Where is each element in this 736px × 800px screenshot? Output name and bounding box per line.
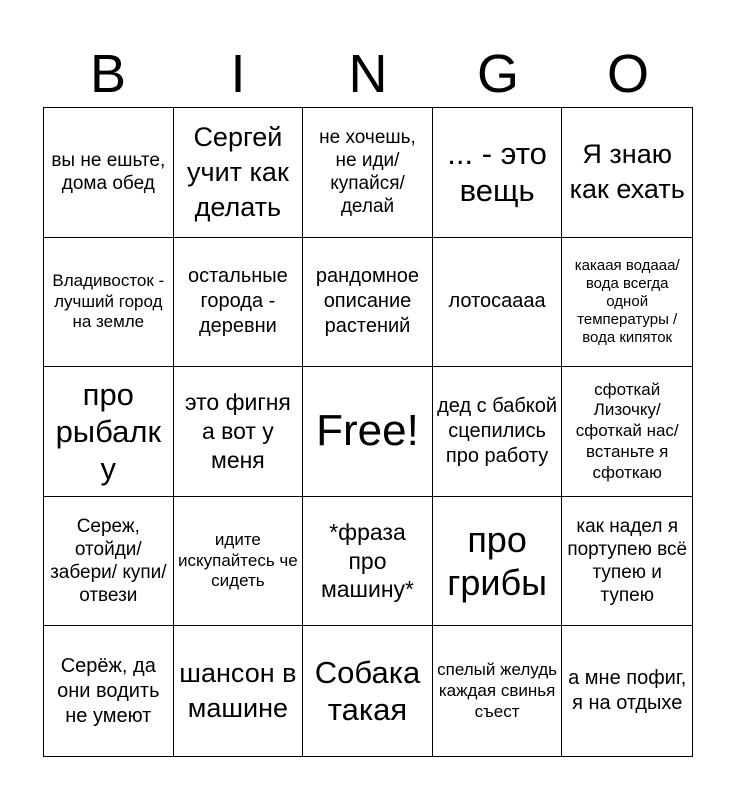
bingo-cell[interactable]: рандомное описание растений bbox=[303, 238, 433, 368]
bingo-cell[interactable]: остальные города - деревни bbox=[174, 238, 304, 368]
bingo-cell[interactable]: про рыбалку bbox=[44, 367, 174, 497]
header-letter-g: G bbox=[476, 44, 519, 104]
bingo-cell[interactable]: как надел я портупею всё тупею и тупею bbox=[562, 497, 692, 627]
bingo-header bbox=[43, 40, 693, 108]
bingo-cell[interactable]: лотосаааа bbox=[433, 238, 563, 368]
bingo-cell[interactable]: Серёж, да они водить не умеют bbox=[44, 626, 174, 756]
bingo-cell[interactable]: сфоткай Лизочку/ сфоткай нас/ встаньте я сфоткаю bbox=[562, 367, 692, 497]
free-space-cell[interactable]: Free! bbox=[303, 367, 433, 497]
bingo-cell[interactable]: Собака такая bbox=[303, 626, 433, 756]
bingo-cell[interactable]: Сергей учит как делать bbox=[174, 108, 304, 238]
header-letter-n: N bbox=[348, 44, 388, 104]
bingo-cell[interactable]: Я знаю как ехать bbox=[562, 108, 692, 238]
bingo-cell[interactable]: ... - это вещь bbox=[433, 108, 563, 238]
bingo-cell[interactable]: Владивосток - лучший город на земле bbox=[44, 238, 174, 368]
bingo-cell[interactable]: *фраза про машину* bbox=[303, 497, 433, 627]
bingo-cell[interactable]: про грибы bbox=[433, 497, 563, 627]
bingo-cell[interactable]: шансон в машине bbox=[174, 626, 304, 756]
header-letter-b: B bbox=[89, 44, 127, 104]
bingo-cell[interactable]: спелый желудь каждая свинья съест bbox=[433, 626, 563, 756]
bingo-board bbox=[43, 107, 693, 757]
header-letter-o: O bbox=[606, 44, 649, 104]
bingo-cell[interactable]: Сереж, отойди/ забери/ купи/отвези bbox=[44, 497, 174, 627]
bingo-cell[interactable]: это фигня а вот у меня bbox=[174, 367, 304, 497]
bingo-cell[interactable]: не хочешь, не иди/ купайся/ делай bbox=[303, 108, 433, 238]
bingo-cell[interactable]: идите искупайтесь че сидеть bbox=[174, 497, 304, 627]
bingo-cell[interactable]: вы не ешьте, дома обед bbox=[44, 108, 174, 238]
bingo-cell[interactable]: дед с бабкой сцепились про работу bbox=[433, 367, 563, 497]
bingo-cell[interactable]: а мне пофиг, я на отдыхе bbox=[568, 667, 687, 715]
bingo-cell[interactable]: какаая водааа/ вода всегда одной температуры / вода кипяток bbox=[562, 238, 692, 368]
header-letter-i: I bbox=[230, 44, 246, 104]
